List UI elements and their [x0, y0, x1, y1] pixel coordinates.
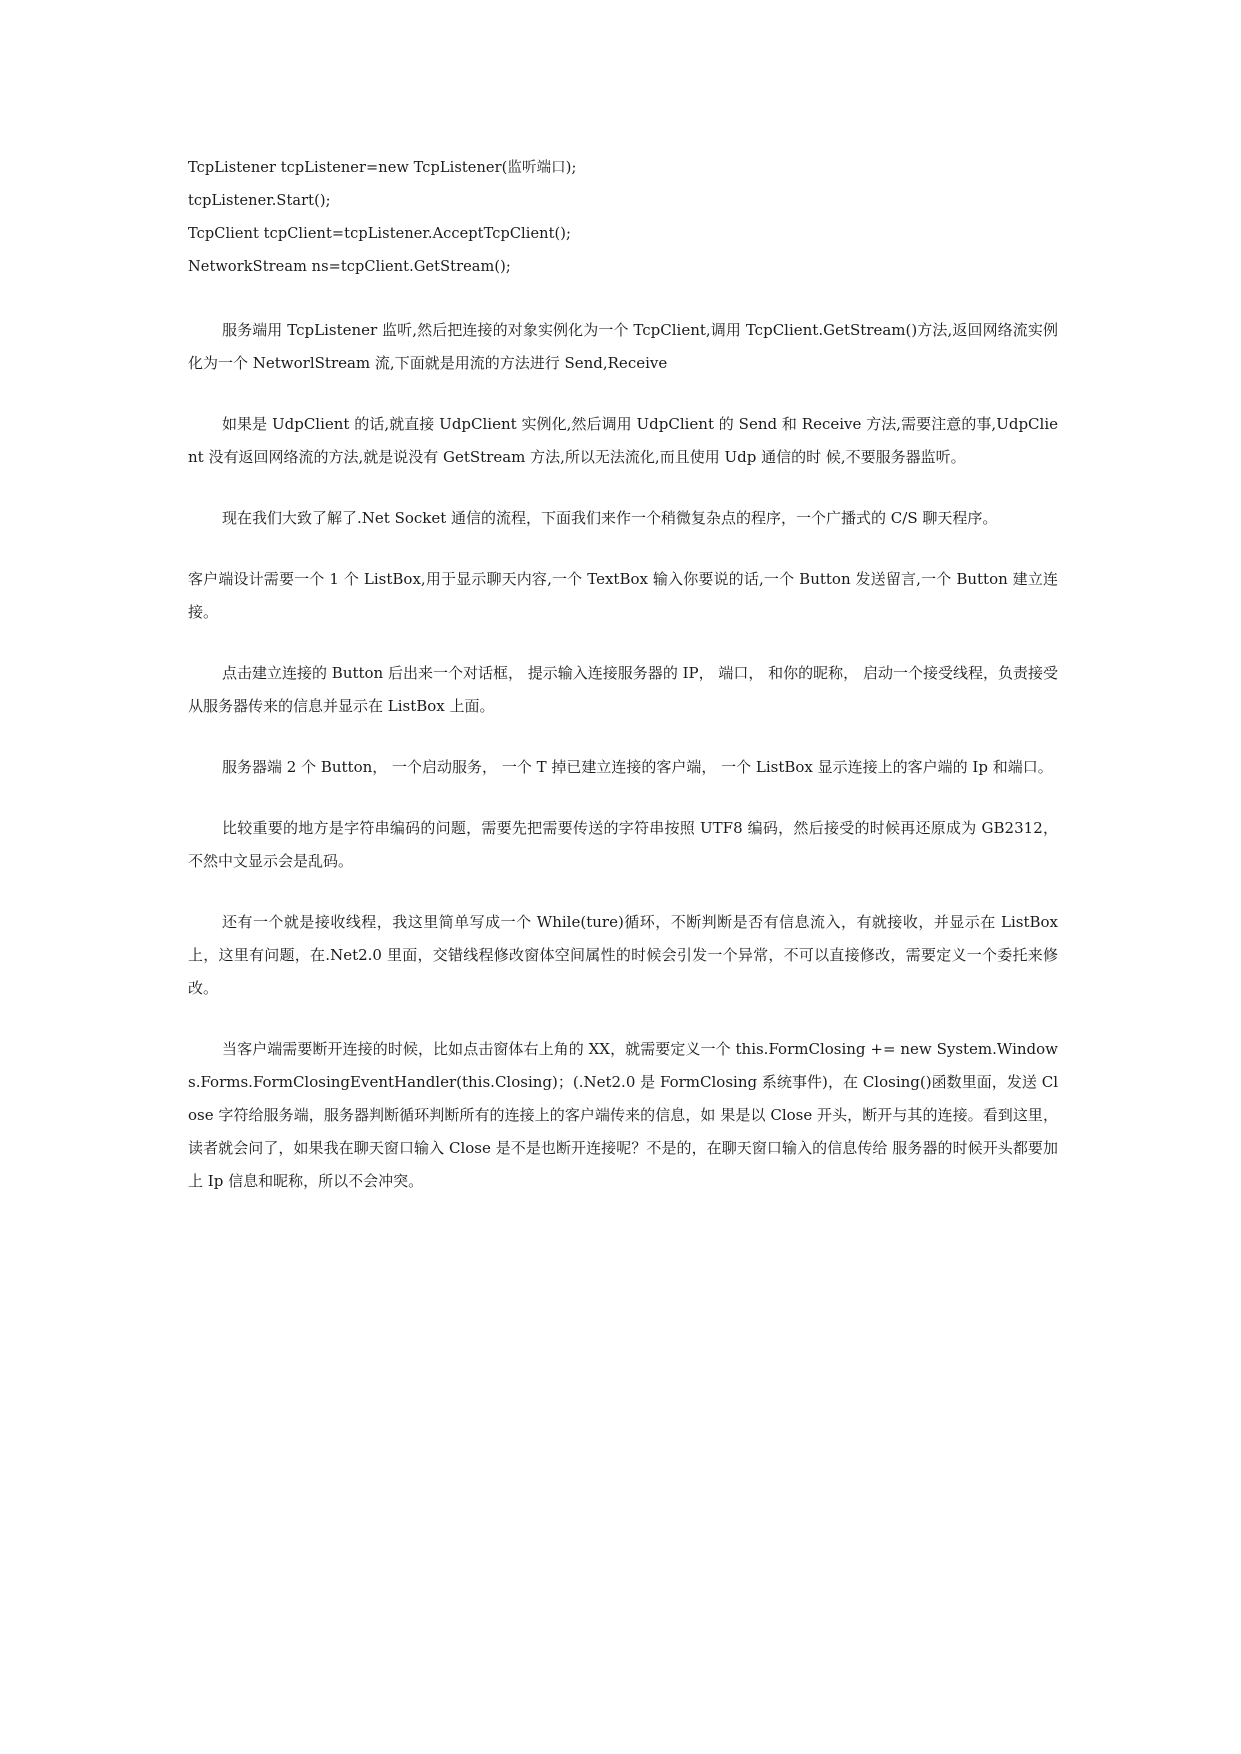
paragraph-connect-dialog: 点击建立连接的 Button 后出来一个对话框， 提示输入连接服务器的 IP， 端口， 和你的昵称， 启动一个接受线程，负责接受从服务器传来的信息并显示在 ListBox 上面。 — [188, 664, 1058, 715]
code-line: NetworkStream ns=tcpClient.GetStream(); — [188, 259, 511, 275]
paragraph-receive-thread: 还有一个就是接收线程，我这里简单写成一个 While(ture)循环，不断判断是否有信息流入，有就接收，并显示在 ListBox 上，这里有问题，在.Net2.0 里面，交错线程修改窗体空间属性的时候会引发一个异常，不可以直接修改，需要定义一个委托来修改。 — [188, 913, 1058, 997]
paragraph-udpclient: 如果是 UdpClient 的话,就直接 UdpClient 实例化,然后调用 UdpClient 的 Send 和 Receive 方法,需要注意的事,UdpClient 没有返回网络流的方法,就是说没有 GetStream 方法,所以无法流化,而且使用 Udp 通信的时 候,不要服务器监听。 — [188, 415, 1058, 466]
paragraph-disconnect: 当客户端需要断开连接的时候，比如点击窗体右上角的 XX，就需要定义一个 this.FormClosing += new System.Windows.Forms.FormClosingEventHandler(this.Closing)；(.Net2.0 是 FormClosing 系统事件)，在 Closing()函数里面，发送 Close 字符给服务端，服务器判断循环判断所有的连接上的客户端传来的信息，如 果是以 Close 开头，断开与其的连接。看到这里，读者就会问了，如果我在聊天窗口输入 Close 是不是也断开连接呢？不是的，在聊天窗口输入的信息传给 服务器的时候开头都要加上 Ip 信息和昵称，所以不会冲突。 — [188, 1040, 1058, 1190]
document-body — [188, 152, 1058, 1226]
paragraph-encoding: 比较重要的地方是字符串编码的问题，需要先把需要传送的字符串按照 UTF8 编码，然后接受的时候再还原成为 GB2312，不然中文显示会是乱码。 — [188, 819, 1058, 870]
paragraph-overview: 现在我们大致了解了.Net Socket 通信的流程，下面我们来作一个稍微复杂点的程序，一个广播式的 C/S 聊天程序。 — [222, 509, 998, 527]
code-line: tcpListener.Start(); — [188, 193, 331, 209]
paragraph-client-design: 客户端设计需要一个 1 个 ListBox,用于显示聊天内容,一个 TextBox 输入你要说的话,一个 Button 发送留言,一个 Button 建立连接。 — [188, 570, 1058, 621]
paragraph-tcplistener: 服务端用 TcpListener 监听,然后把连接的对象实例化为一个 TcpClient,调用 TcpClient.GetStream()方法,返回网络流实例化为一个 NetworlStream 流,下面就是用流的方法进行 Send,Receive — [188, 321, 1058, 372]
code-line: TcpClient tcpClient=tcpListener.AcceptTcpClient(); — [188, 226, 572, 242]
paragraph-server-design: 服务器端 2 个 Button， 一个启动服务， 一个 T 掉已建立连接的客户端， 一个 ListBox 显示连接上的客户端的 Ip 和端口。 — [222, 758, 1053, 776]
code-block — [188, 152, 1058, 284]
code-line: TcpListener tcpListener=new TcpListener(监听端口); — [188, 160, 577, 176]
